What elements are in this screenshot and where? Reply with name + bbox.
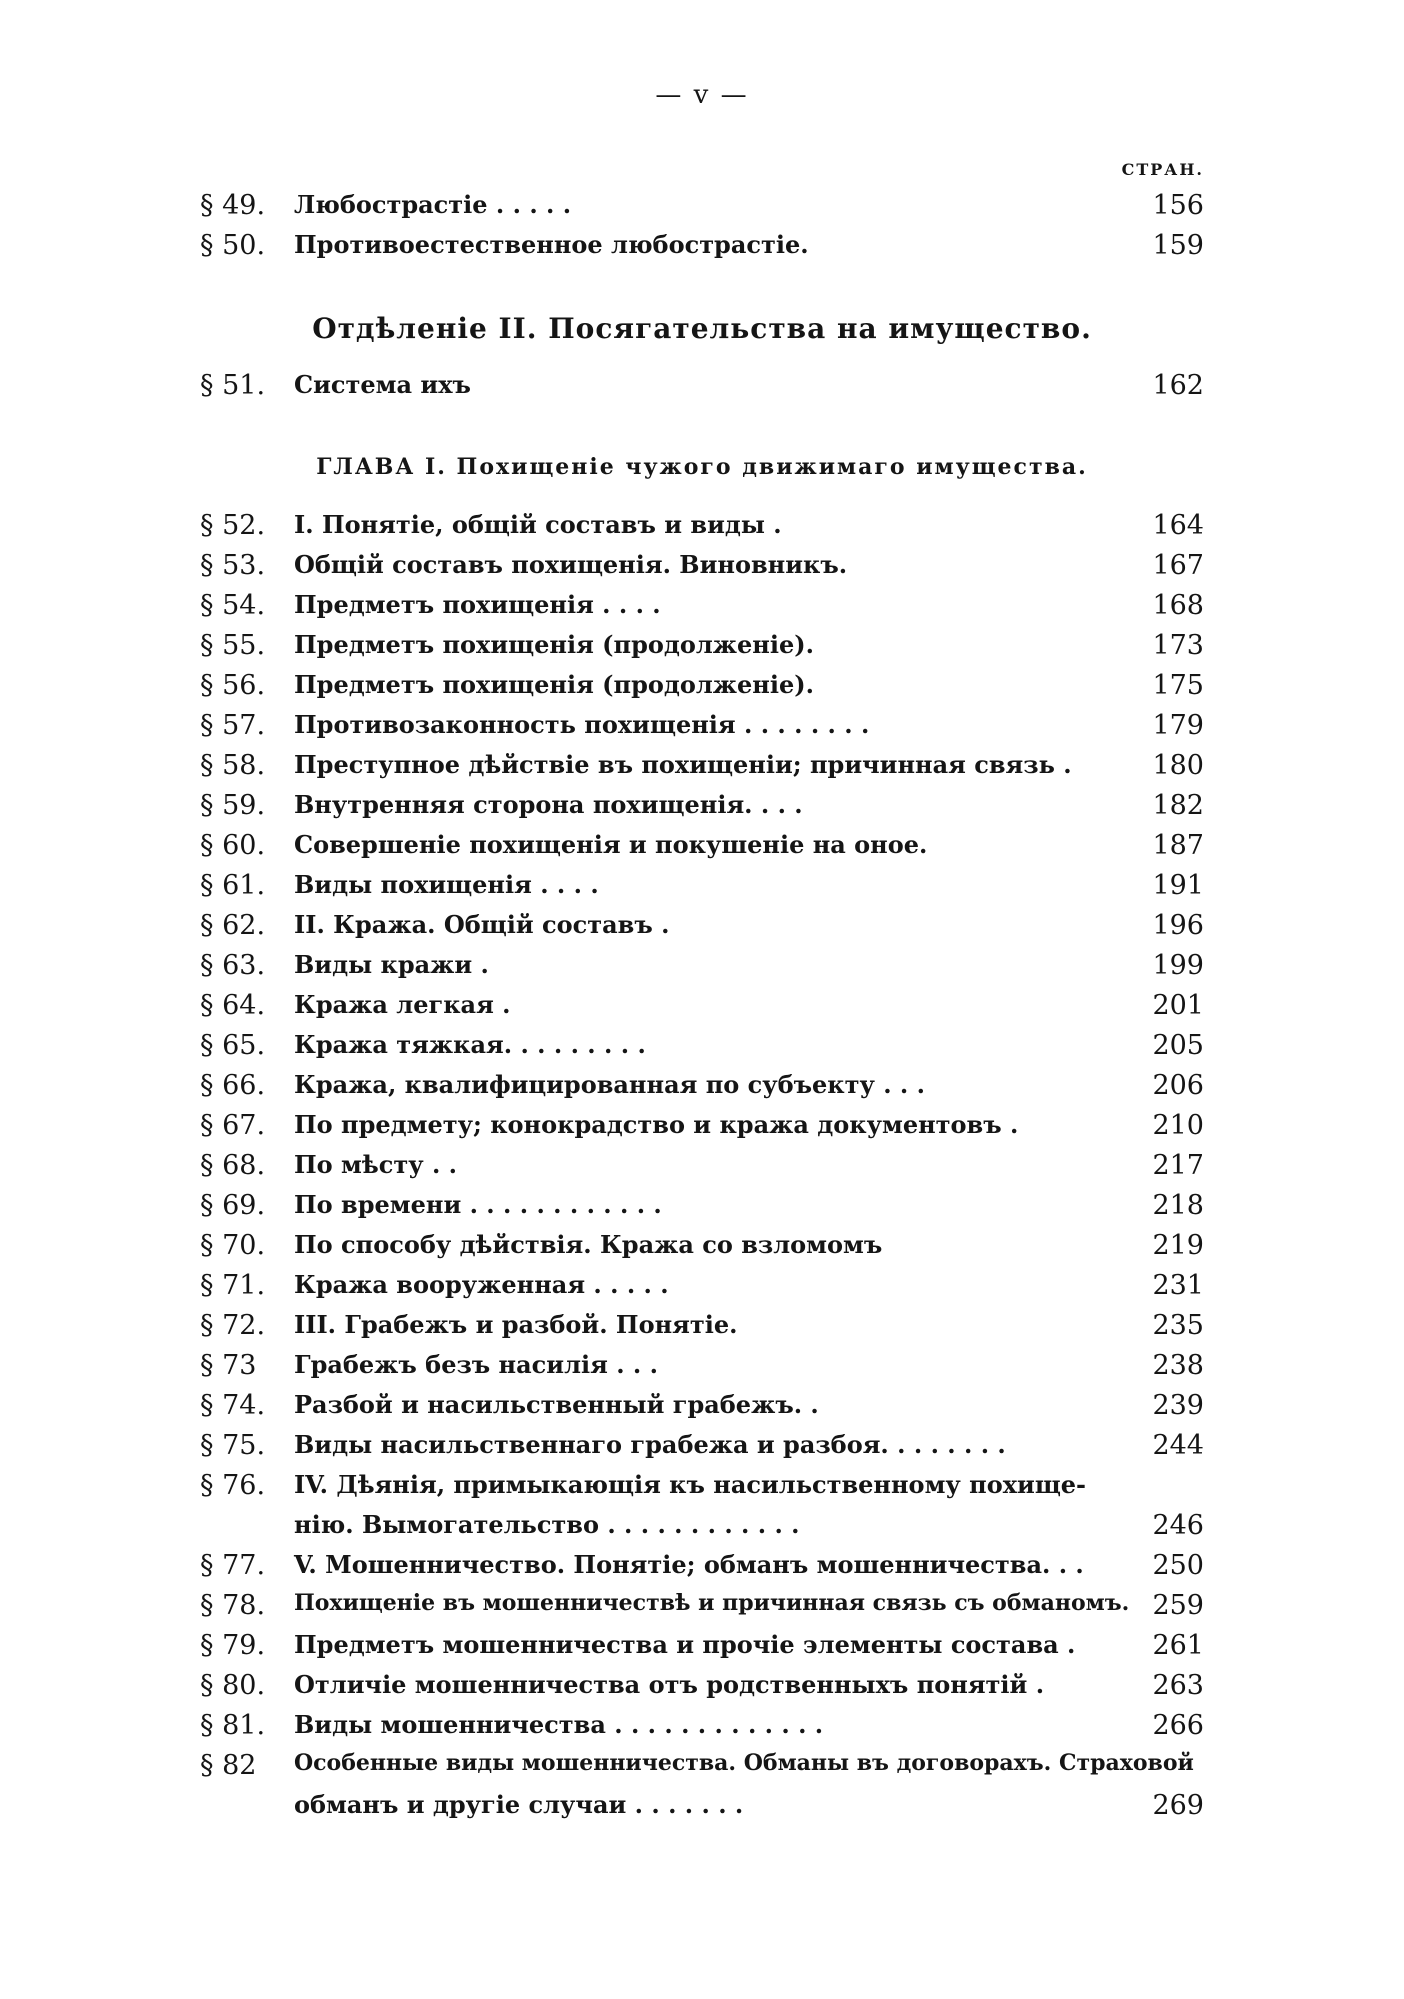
entry-page: 266 xyxy=(1152,1710,1204,1741)
entry-number: § 75. xyxy=(200,1430,266,1461)
toc-entry xyxy=(0,1630,1404,1670)
entry-title: По предмету; конокрадство и кража документовъ . xyxy=(294,1110,1019,1139)
entry-page: 218 xyxy=(1152,1190,1204,1221)
toc-entry xyxy=(0,990,1404,1030)
entry-page: 259 xyxy=(1152,1590,1204,1621)
entry-number: § 59. xyxy=(200,790,266,821)
entry-page: 164 xyxy=(1152,510,1204,541)
entry-number: § 77. xyxy=(200,1550,266,1581)
entry-number: § 64. xyxy=(200,990,266,1021)
page-column-label: СТРАН. xyxy=(1121,160,1204,179)
entry-page: 231 xyxy=(1152,1270,1204,1301)
entry-title: Кража легкая . xyxy=(294,990,511,1019)
toc-entry xyxy=(0,1710,1404,1750)
entry-title: Виды насильственнаго грабежа и разбоя. . . . . . . . xyxy=(294,1430,1006,1459)
entry-number: § 55. xyxy=(200,630,266,661)
toc-entry xyxy=(0,1670,1404,1710)
toc-entry xyxy=(0,710,1404,750)
entry-page: 206 xyxy=(1152,1070,1204,1101)
toc-entry xyxy=(0,1550,1404,1590)
entry-number: § 78. xyxy=(200,1590,266,1621)
toc-entry xyxy=(0,670,1404,710)
entry-page: 173 xyxy=(1152,630,1204,661)
toc-entry xyxy=(0,1070,1404,1110)
entry-title: Любострастіе . . . . . xyxy=(294,190,572,219)
entry-number: § 76. xyxy=(200,1470,266,1501)
entry-page: 244 xyxy=(1152,1430,1204,1461)
entry-page: 168 xyxy=(1152,590,1204,621)
entry-title: Кража, квалифицированная по субъекту . . . xyxy=(294,1070,925,1099)
entry-title: IV. Дѣянія, примыкающія къ насильственному похище- xyxy=(294,1470,1087,1499)
entry-number: § 73 xyxy=(200,1350,257,1381)
entry-page: 250 xyxy=(1152,1550,1204,1581)
toc-entry xyxy=(0,630,1404,670)
entry-page: 246 xyxy=(1152,1510,1204,1541)
entry-title: I. Понятіе, общій составъ и виды . xyxy=(294,510,782,539)
toc-entry xyxy=(0,590,1404,630)
entry-number: § 68. xyxy=(200,1150,266,1181)
entry-number: § 71. xyxy=(200,1270,266,1301)
entry-page: 261 xyxy=(1152,1630,1204,1661)
entry-number: § 63. xyxy=(200,950,266,981)
toc-entry xyxy=(0,1430,1404,1470)
entry-page: 159 xyxy=(1152,230,1204,261)
entry-page: 167 xyxy=(1152,550,1204,581)
entry-number: § 67. xyxy=(200,1110,266,1141)
entry-number: § 65. xyxy=(200,1030,266,1061)
toc-entry xyxy=(0,550,1404,590)
entry-page: 263 xyxy=(1152,1670,1204,1701)
entry-number: § 69. xyxy=(200,1190,266,1221)
toc-entry xyxy=(0,1150,1404,1190)
entry-title: III. Грабежъ и разбой. Понятіе. xyxy=(294,1310,738,1339)
entry-title: Противозаконность похищенія . . . . . . . . xyxy=(294,710,870,739)
entry-number: § 49. xyxy=(200,190,266,221)
toc-entry xyxy=(0,830,1404,870)
toc-entry xyxy=(0,190,1404,230)
entry-page: 205 xyxy=(1152,1030,1204,1061)
toc-entry xyxy=(0,790,1404,830)
entry-number: § 53. xyxy=(200,550,266,581)
entry-title: Виды похищенія . . . . xyxy=(294,870,599,899)
entry-title-continued: обманъ и другіе случаи . . . . . . . xyxy=(294,1790,744,1819)
entry-title: Кража тяжкая. . . . . . . . . xyxy=(294,1030,646,1059)
chapter-heading: ГЛАВА I. Похищеніе чужого движимаго имущества. xyxy=(316,454,1088,480)
entry-page: 196 xyxy=(1152,910,1204,941)
entry-page: 269 xyxy=(1152,1790,1204,1821)
entry-number: § 66. xyxy=(200,1070,266,1101)
toc-entry xyxy=(0,1390,1404,1430)
entry-title: Противоестественное любострастіе. xyxy=(294,230,809,259)
entry-title: Особенные виды мошенничества. Обманы въ договорахъ. Страховой xyxy=(294,1750,1194,1776)
entry-number: § 51. xyxy=(200,370,266,401)
entry-page: 201 xyxy=(1152,990,1204,1021)
toc-entry xyxy=(0,230,1404,270)
entry-number: § 52. xyxy=(200,510,266,541)
entry-page: 180 xyxy=(1152,750,1204,781)
entry-title: По времени . . . . . . . . . . . . xyxy=(294,1190,662,1219)
entry-title: Общій составъ похищенія. Виновникъ. xyxy=(294,550,848,579)
entry-number: § 58. xyxy=(200,750,266,781)
entry-number: § 54. xyxy=(200,590,266,621)
toc-entry xyxy=(0,1310,1404,1350)
entry-page: 235 xyxy=(1152,1310,1204,1341)
entry-title: Совершеніе похищенія и покушеніе на оное. xyxy=(294,830,928,859)
entry-title: Отличіе мошенничества отъ родственныхъ понятій . xyxy=(294,1670,1045,1699)
entry-page: 191 xyxy=(1152,870,1204,901)
entry-page: 179 xyxy=(1152,710,1204,741)
entry-title: II. Кража. Общій составъ . xyxy=(294,910,670,939)
entry-number: § 50. xyxy=(200,230,266,261)
toc-entry xyxy=(0,370,1404,410)
toc-entry xyxy=(0,1350,1404,1390)
entry-number: § 74. xyxy=(200,1390,266,1421)
entry-title: Виды мошенничества . . . . . . . . . . . . . xyxy=(294,1710,824,1739)
toc-entry xyxy=(0,1750,1404,1830)
entry-page: 219 xyxy=(1152,1230,1204,1261)
entry-title: Предметъ похищенія (продолженіе). xyxy=(294,630,814,659)
entry-number: § 80. xyxy=(200,1670,266,1701)
entry-page: 182 xyxy=(1152,790,1204,821)
entry-page: 217 xyxy=(1152,1150,1204,1181)
entry-page: 210 xyxy=(1152,1110,1204,1141)
toc-entry xyxy=(0,1270,1404,1310)
entry-title: Внутренняя сторона похищенія. . . . xyxy=(294,790,803,819)
toc-entry xyxy=(0,1470,1404,1550)
entry-title: По способу дѣйствія. Кража со взломомъ xyxy=(294,1230,883,1259)
toc-entry xyxy=(0,1110,1404,1150)
toc-entry xyxy=(0,950,1404,990)
entry-number: § 56. xyxy=(200,670,266,701)
entry-page: 156 xyxy=(1152,190,1204,221)
entry-page: 238 xyxy=(1152,1350,1204,1381)
entry-page: 199 xyxy=(1152,950,1204,981)
entry-page: 187 xyxy=(1152,830,1204,861)
toc-entry xyxy=(0,1030,1404,1070)
entry-title: Разбой и насильственный грабежъ. . xyxy=(294,1390,819,1419)
entry-number: § 62. xyxy=(200,910,266,941)
toc-entry xyxy=(0,750,1404,790)
toc-entry xyxy=(0,870,1404,910)
entry-title: Предметъ мошенничества и прочіе элементы состава . xyxy=(294,1630,1076,1659)
entry-title: V. Мошенничество. Понятіе; обманъ мошенничества. . . xyxy=(294,1550,1084,1579)
entry-title-continued: нію. Вымогательство . . . . . . . . . . . . xyxy=(294,1510,800,1539)
toc-entry xyxy=(0,1190,1404,1230)
entry-title: Кража вооруженная . . . . . xyxy=(294,1270,669,1299)
toc-entry xyxy=(0,910,1404,950)
entry-title: По мѣсту . . xyxy=(294,1150,458,1179)
entry-page: 162 xyxy=(1152,370,1204,401)
entry-title: Похищеніе въ мошенничествѣ и причинная связь съ обманомъ. xyxy=(294,1590,1130,1616)
entry-number: § 60. xyxy=(200,830,266,861)
entry-title: Предметъ похищенія . . . . xyxy=(294,590,661,619)
page-number: — v — xyxy=(655,80,749,110)
entry-title: Предметъ похищенія (продолженіе). xyxy=(294,670,814,699)
entry-number: § 72. xyxy=(200,1310,266,1341)
entry-number: § 61. xyxy=(200,870,266,901)
entry-title: Грабежъ безъ насилія . . . xyxy=(294,1350,658,1379)
entry-number: § 70. xyxy=(200,1230,266,1261)
entry-number: § 81. xyxy=(200,1710,266,1741)
entry-page: 239 xyxy=(1152,1390,1204,1421)
entry-number: § 82 xyxy=(200,1750,257,1781)
toc-entry xyxy=(0,1590,1404,1630)
entry-title: Система ихъ xyxy=(294,370,471,399)
toc-entry xyxy=(0,1230,1404,1270)
entry-title: Преступное дѣйствіе въ похищеніи; причинная связь . xyxy=(294,750,1072,779)
section-heading: Отдѣленіе II. Посягательства на имущество. xyxy=(312,312,1092,345)
entry-page: 175 xyxy=(1152,670,1204,701)
entry-title: Виды кражи . xyxy=(294,950,489,979)
entry-number: § 57. xyxy=(200,710,266,741)
entry-number: § 79. xyxy=(200,1630,266,1661)
toc-entry xyxy=(0,510,1404,550)
